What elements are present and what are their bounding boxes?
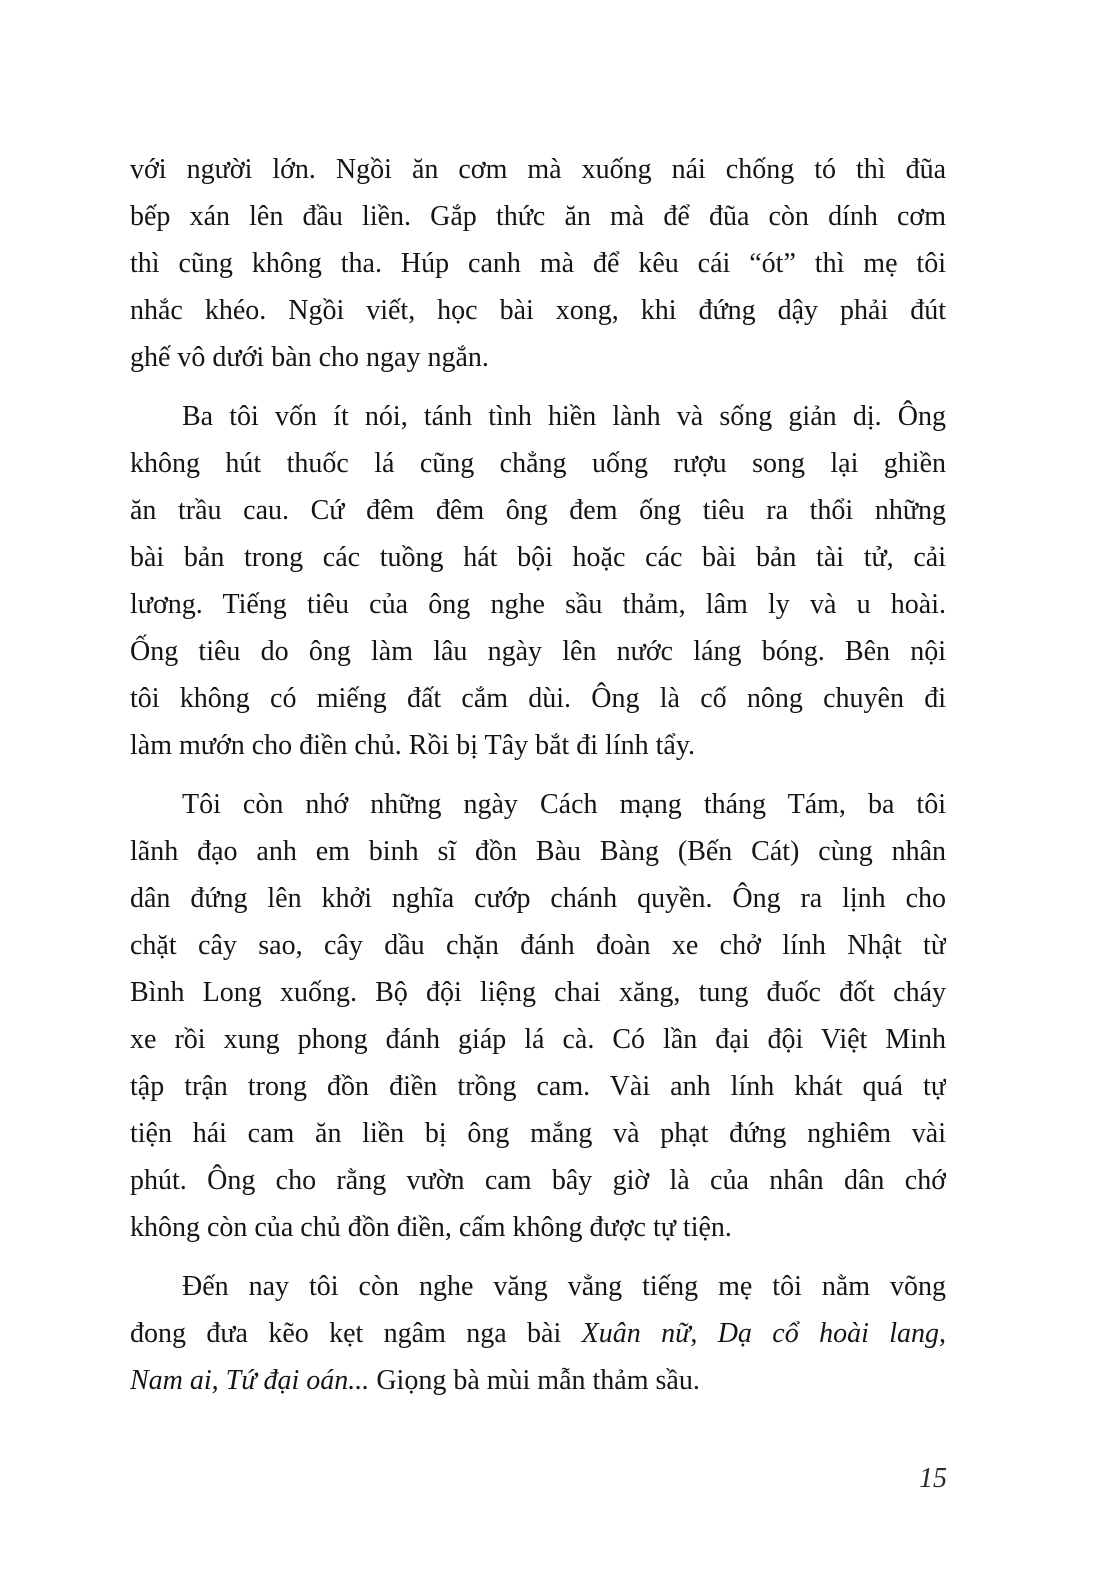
paragraph xyxy=(130,393,946,769)
text-line xyxy=(130,875,946,922)
text-segment: Bình Long xuống. Bộ đội liệng chai xăng, tung đuốc đốt cháy xyxy=(130,977,946,1008)
text-segment: tiện hái cam ăn liền bị ông mắng và phạt đứng nghiêm vài xyxy=(130,1118,946,1149)
song-title-italic: Xuân nữ, Dạ cổ hoài lang, xyxy=(581,1318,946,1349)
text-segment: không hút thuốc lá cũng chẳng uống rượu song lại ghiền xyxy=(130,448,946,479)
text-segment: lương. Tiếng tiêu của ông nghe sầu thảm, lâm ly và u hoài. xyxy=(130,589,946,620)
text-segment: ghế vô dưới bàn cho ngay ngắn. xyxy=(130,342,489,373)
text-segment: lãnh đạo anh em binh sĩ đồn Bàu Bàng (Bến Cát) cùng nhân xyxy=(130,836,946,867)
page-text xyxy=(130,146,946,1404)
text-segment: không còn của chủ đồn điền, cấm không được tự tiện. xyxy=(130,1212,732,1243)
text-segment: tôi không có miếng đất cắm dùi. Ông là cố nông chuyên đi xyxy=(130,683,946,714)
text-segment: phút. Ông cho rằng vườn cam bây giờ là của nhân dân chớ xyxy=(130,1165,946,1196)
text-segment: với người lớn. Ngồi ăn cơm mà xuống nái chống tó thì đũa xyxy=(130,154,946,185)
text-segment: dân đứng lên khởi nghĩa cướp chánh quyền. Ông ra lịnh cho xyxy=(130,883,946,914)
text-segment: Đến nay tôi còn nghe văng vẳng tiếng mẹ tôi nằm võng xyxy=(182,1271,946,1302)
text-segment: Ống tiêu do ông làm lâu ngày lên nước láng bóng. Bên nội xyxy=(130,636,946,667)
paragraph xyxy=(130,781,946,1251)
text-segment: thì cũng không tha. Húp canh mà để kêu cái “ót” thì mẹ tôi xyxy=(130,248,946,279)
text-segment: Giọng bà mùi mẫn thảm sầu. xyxy=(369,1365,700,1396)
text-line xyxy=(130,1204,946,1251)
text-line xyxy=(130,1357,946,1404)
text-segment: chặt cây sao, cây dầu chặn đánh đoàn xe chở lính Nhật từ xyxy=(130,930,946,961)
text-line xyxy=(130,1263,946,1310)
text-segment: Tôi còn nhớ những ngày Cách mạng tháng Tám, ba tôi xyxy=(182,789,946,820)
text-segment: nhắc khéo. Ngồi viết, học bài xong, khi đứng dậy phải đút xyxy=(130,295,946,326)
text-segment: tập trận trong đồn điền trồng cam. Vài anh lính khát quá tự xyxy=(130,1071,946,1102)
text-line xyxy=(130,781,946,828)
text-segment: bếp xán lên đầu liền. Gắp thức ăn mà để đũa còn dính cơm xyxy=(130,201,946,232)
text-line xyxy=(130,922,946,969)
page-number: 15 xyxy=(919,1463,947,1494)
text-line xyxy=(130,1063,946,1110)
text-segment: ăn trầu cau. Cứ đêm đêm ông đem ống tiêu ra thổi những xyxy=(130,495,946,526)
text-line xyxy=(130,1110,946,1157)
text-line xyxy=(130,722,946,769)
text-line xyxy=(130,440,946,487)
text-segment: xe rồi xung phong đánh giáp lá cà. Có lần đại đội Việt Minh xyxy=(130,1024,946,1055)
text-line xyxy=(130,828,946,875)
text-line xyxy=(130,146,946,193)
text-segment: bài bản trong các tuồng hát bội hoặc các bài bản tài tử, cải xyxy=(130,542,946,573)
text-line xyxy=(130,534,946,581)
paragraph xyxy=(130,146,946,381)
text-line xyxy=(130,487,946,534)
text-line xyxy=(130,393,946,440)
text-segment: đong đưa kẽo kẹt ngâm nga bài xyxy=(130,1318,582,1349)
text-line xyxy=(130,1157,946,1204)
paragraph xyxy=(130,1263,946,1404)
text-line xyxy=(130,969,946,1016)
text-line xyxy=(130,675,946,722)
text-line xyxy=(130,240,946,287)
text-segment: Ba tôi vốn ít nói, tánh tình hiền lành và sống giản dị. Ông xyxy=(182,401,946,432)
text-line xyxy=(130,1016,946,1063)
text-line xyxy=(130,193,946,240)
text-segment: làm mướn cho điền chủ. Rồi bị Tây bắt đi lính tẩy. xyxy=(130,730,696,761)
text-line xyxy=(130,628,946,675)
text-line xyxy=(130,1310,946,1357)
text-line xyxy=(130,334,946,381)
text-line xyxy=(130,581,946,628)
song-title-italic: Nam ai, Tứ đại oán... xyxy=(130,1365,370,1396)
text-line xyxy=(130,287,946,334)
